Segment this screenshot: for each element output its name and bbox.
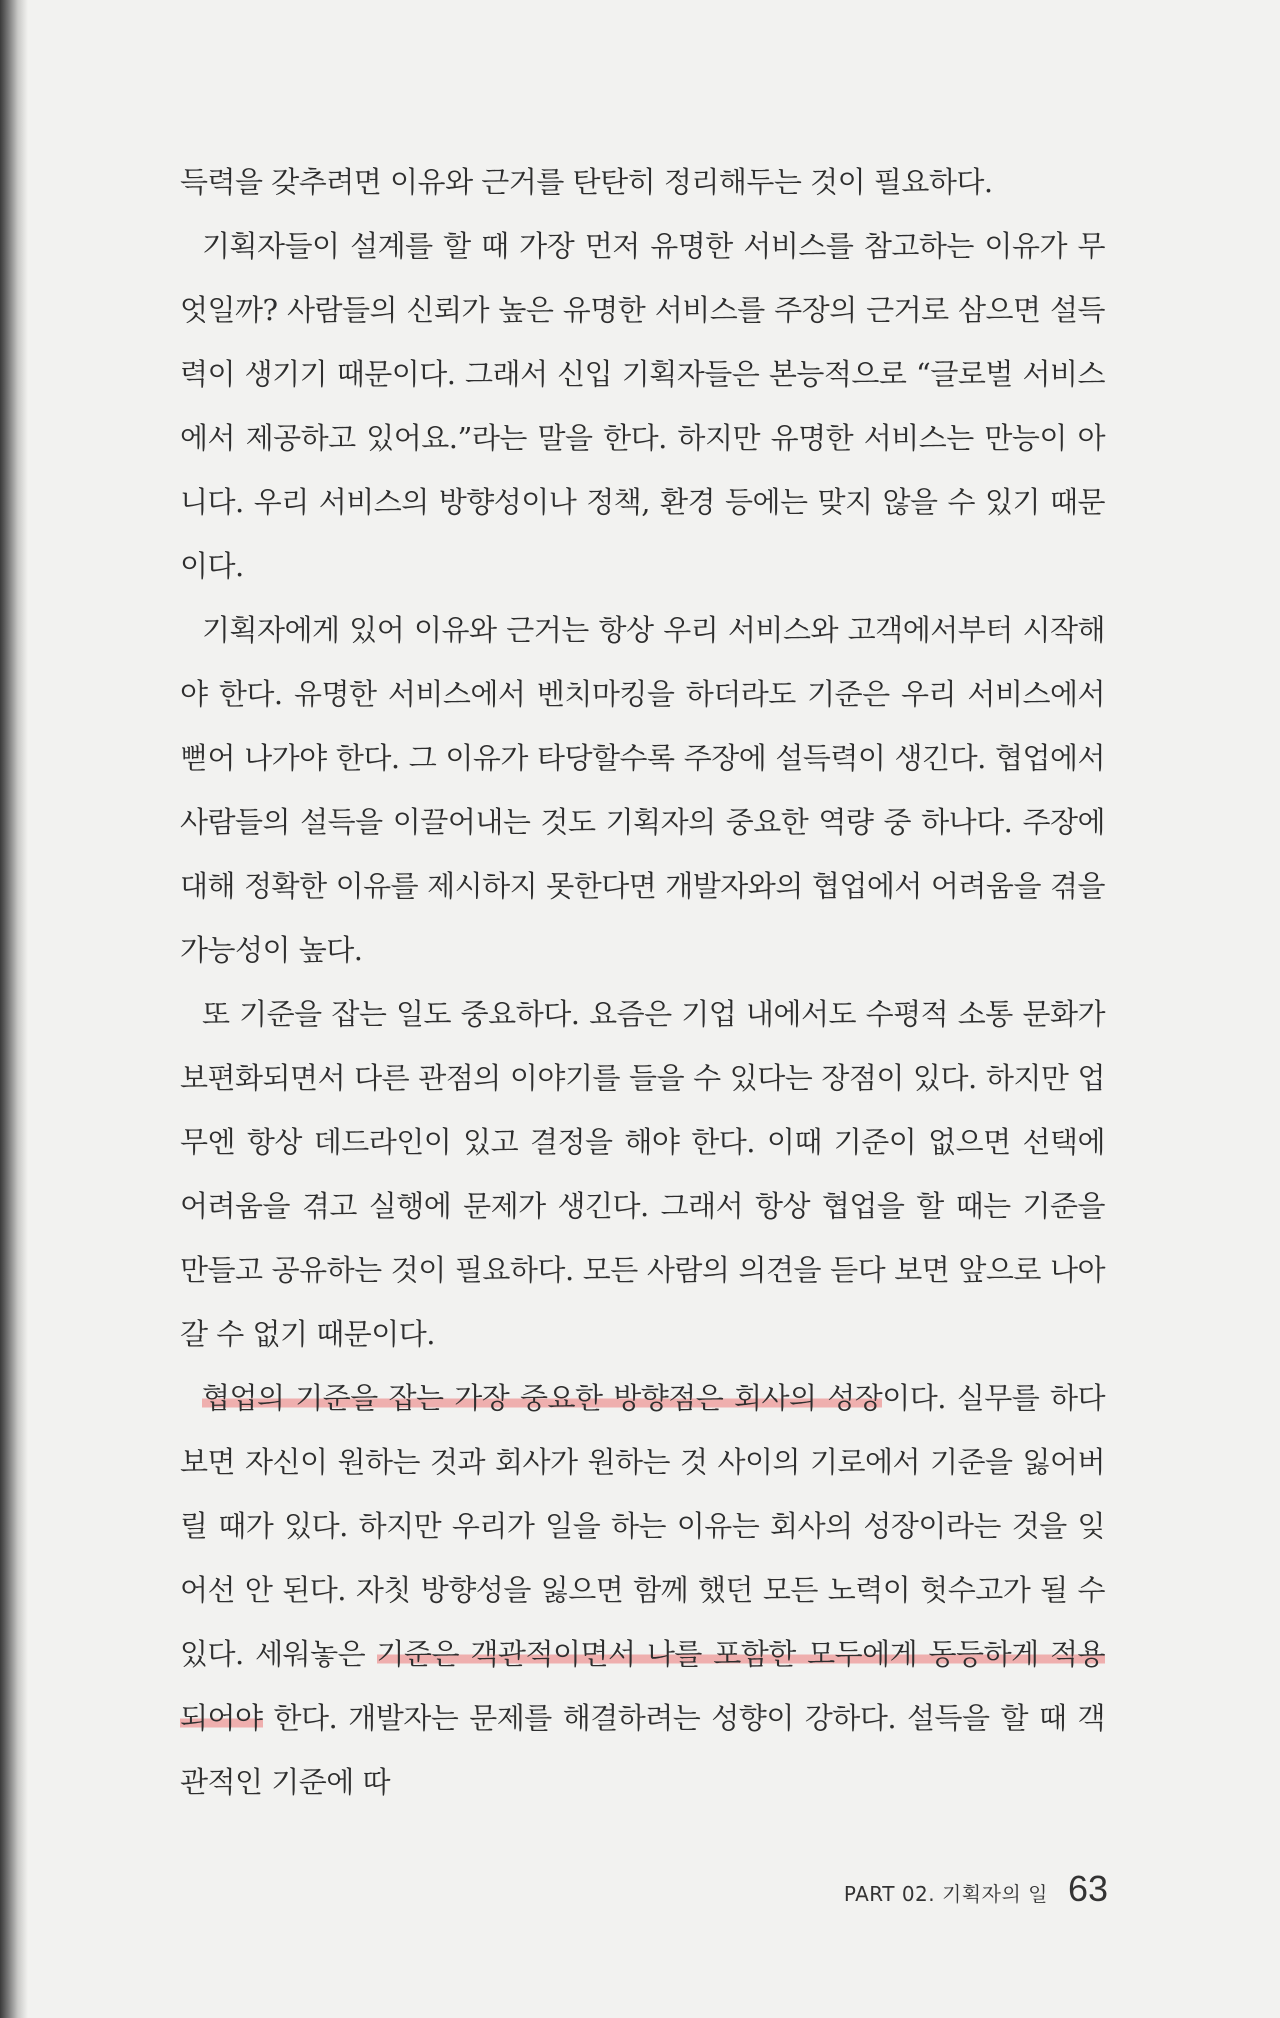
page-footer	[844, 1868, 1108, 1910]
paragraph-text: 한다. 개발자는 문제를 해결하려는 성향이 강하다. 설득을 할 때 객관적인 기준에 따	[180, 1701, 1105, 1799]
page-number: 63	[1067, 1868, 1108, 1909]
paragraph-text: 득력을 갖추려면 이유와 근거를 탄탄히 정리해두는 것이 필요하다.	[180, 165, 993, 199]
paragraph	[180, 1366, 1105, 1814]
highlighted-text: 기준은 객관적이면서 나를 포함한 모두에게 동등하게 적용되어야	[180, 1637, 1105, 1735]
paragraph	[180, 982, 1105, 1366]
paragraph	[180, 150, 1105, 214]
paragraph-text: 이다. 실무를 하다 보면 자신이 원하는 것과 회사가 원하는 것 사이의 기로에서 기준을 잃어버릴 때가 있다. 하지만 우리가 일을 하는 이유는 회사의 성장이라는 것을 잊어선 안 된다. 자칫 방향성을 잃으면 함께 했던 모든 노력이 헛수고가 될 수 있다. 세워놓은	[180, 1381, 1105, 1671]
body-text	[180, 150, 1105, 1814]
running-head: PART 02. 기획자의 일	[843, 1882, 1048, 1906]
book-spine-shadow	[0, 0, 28, 2018]
paragraph-text: 기획자에게 있어 이유와 근거는 항상 우리 서비스와 고객에서부터 시작해야 한다. 유명한 서비스에서 벤치마킹을 하더라도 기준은 우리 서비스에서 뻗어 나가야 한다. 그 이유가 타당할수록 주장에 설득력이 생긴다. 협업에서 사람들의 설득을 이끌어내는 것도 기획자의 중요한 역량 중 하나다. 주장에 대해 정확한 이유를 제시하지 못한다면 개발자와의 협업에서 어려움을 겪을 가능성이 높다.	[180, 613, 1105, 967]
paragraph-text: 기획자들이 설계를 할 때 가장 먼저 유명한 서비스를 참고하는 이유가 무엇일까? 사람들의 신뢰가 높은 유명한 서비스를 주장의 근거로 삼으면 설득력이 생기기 때문이다. 그래서 신입 기획자들은 본능적으로 “글로벌 서비스에서 제공하고 있어요.”라는 말을 한다. 하지만 유명한 서비스는 만능이 아니다. 우리 서비스의 방향성이나 정책, 환경 등에는 맞지 않을 수 있기 때문이다.	[180, 229, 1105, 583]
paragraph-text: 또 기준을 잡는 일도 중요하다. 요즘은 기업 내에서도 수평적 소통 문화가 보편화되면서 다른 관점의 이야기를 들을 수 있다는 장점이 있다. 하지만 업무엔 항상 데드라인이 있고 결정을 해야 한다. 이때 기준이 없으면 선택에 어려움을 겪고 실행에 문제가 생긴다. 그래서 항상 협업을 할 때는 기준을 만들고 공유하는 것이 필요하다. 모든 사람의 의견을 듣다 보면 앞으로 나아갈 수 없기 때문이다.	[180, 997, 1105, 1351]
paragraph	[180, 598, 1105, 982]
paragraph	[180, 214, 1105, 598]
highlighted-text: 협업의 기준을 잡는 가장 중요한 방향점은 회사의 성장	[202, 1381, 883, 1415]
